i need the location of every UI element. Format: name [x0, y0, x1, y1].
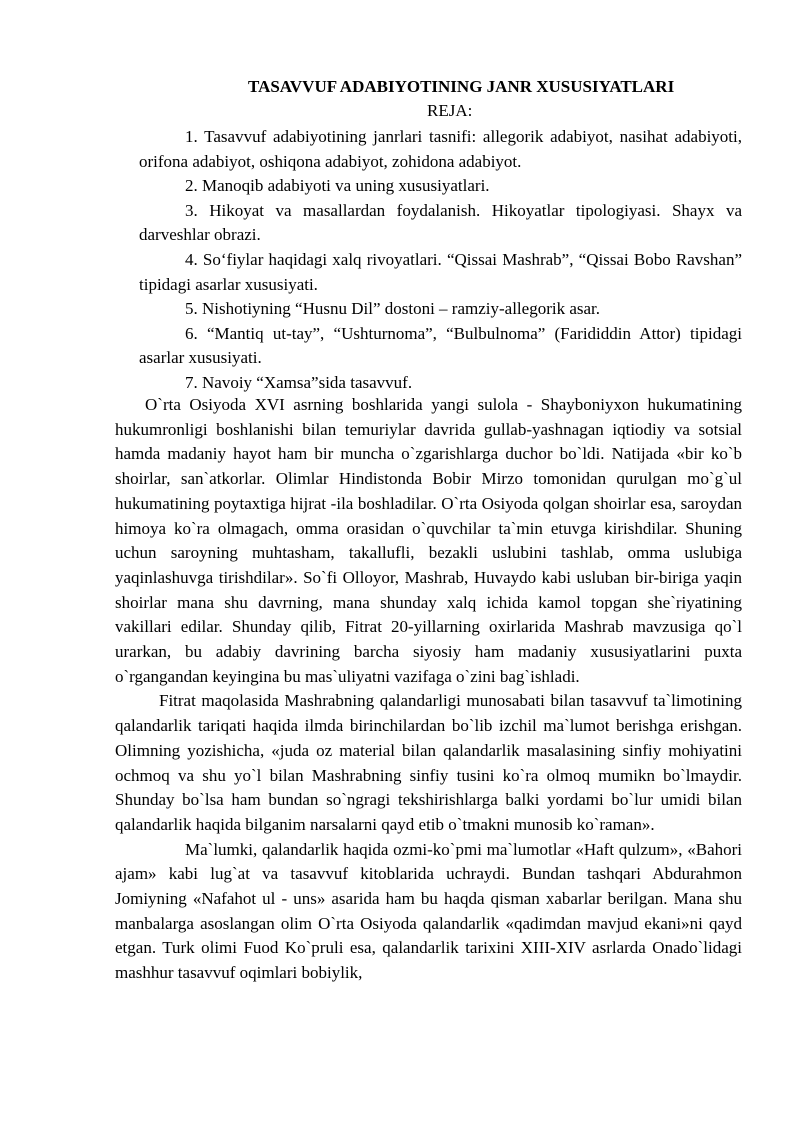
paragraph: Ma`lumki, qalandarlik haqida ozmi-ko`pmi ma`lumotlar «Haft qulzum», «Bahori ajam» kabi lug`at va tasavvuf kitoblarida uchraydi. Bundan tashqari Abdurahmon Jomiyning «Nafahot ul - uns» asarida ham bu haqda qisman xabarlar berilgan. Mana shu manbalarga asoslangan olim O`rta Osiyoda qalandarlik «qadimdan mavjud ekani»ni qayd etgan. Turk olimi Fuod Ko`pruli esa, qalandarlik tarixini XIII-XIV asrlarda Onado`lidagi mashhur tasavvuf oqimlari bobiylik, — [115, 839, 742, 983]
plan-item: 5. Nishotiyning “Husnu Dil” dostoni – ramziy-allegorik asar. — [185, 299, 601, 319]
plan-item: 1. Tasavvuf adabiyotining janrlari tasnifi: allegorik adabiyot, nasihat adabiyoti, orifona adabiyot, oshiqona adabiyot, zohidona adabiyot. — [139, 127, 742, 171]
plan-list — [139, 125, 742, 396]
paragraph: Fitrat maqolasida Mashrabning qalandarligi munosabati bilan tasavvuf ta`limotining qalandarlik tariqati haqida ilmda birinchilardan bo`lib izchil ma`lumot berishga erishgan. Olimning yozishicha, «juda oz material bilan qalandarlik masalasining sinfiy mohiyatini ochmoq va shu yo`l bilan Mashrabning sinfiy tusini ko`ra olmoq mumikn bo`lmaydir. Shunday bo`lsa ham bundan so`ngragi tekshirishlarga balki yordami bo`lur umidi bilan qalandarlik haqida bilganim narsalarni qayd etib o`tmakni munosib ko`raman». — [115, 691, 742, 834]
plan-item: 4. So‘fiylar haqidagi xalq rivoyatlari. “Qissai Mashrab”, “Qissai Bobo Ravshan” tipidagi asarlar xususiyati. — [139, 249, 742, 294]
plan-item: 2. Manoqib adabiyoti va uning xususiyatlari. — [185, 176, 490, 196]
plan-item: 3. Hikoyat va masallardan foydalanish. Hikoyatlar tipologiyasi. Shayx va darveshlar obrazi. — [139, 200, 742, 245]
plan-heading: REJA: — [427, 101, 473, 120]
body-text — [115, 393, 742, 986]
document-title: TASAVVUF ADABIYOTINING JANR XUSUSIYATLARI — [248, 77, 675, 96]
plan-item: 7. Navoiy “Xamsa”sida tasavvuf. — [185, 372, 413, 392]
paragraph: O`rta Osiyoda XVI asrning boshlarida yangi sulola - Shayboniyxon hukumatining hukumronligi boshlanishi bilan temuriylar davrida gullab-yashnagan iqtiodiy va sotsial hamda madaniy hayot ham bir muncha o`zgarishlarga duchor bo`ldi. Natijada «bir ko`b shoirlar, san`atkorlar. Olimlar Hindistonda Bobir Mirzo tomonidan qurulgan mo`g`ul hukumatining poytaxtiga hijrat -ila boshladilar. O`rta Osiyoda qolgan shoirlar esa, saroydan himoya ko`ra olmagach, omma orasidan o`quvchilar ta`min etuvga kirishdilar. Shuning uchun saroyning muhtasham, takallufli, bezakli uslubini tashlab, omma uslubiga yaqinlashuvga tirishdilar». So`fi Olloyor, Mashrab, Huvaydo kabi usluban bir-biriga yaqin shoirlar mana shu davrning, mana shunday xalq ichida kamol topgan she`riyatining vakillari edilar. Shunday qilib, Fitrat 20-yillarning oxirlarida Mashrab mavzusiga qo`l urarkan, bu adabiy davrining barcha siyosiy ham madaniy xususiyatlarini puxta o`rgangandan keyingina bu mas`uliyatni vazifaga o`zini bag`ishladi. — [115, 395, 742, 686]
plan-item: 6. “Mantiq ut-tay”, “Ushturnoma”, “Bulbulnoma” (Farididdin Attor) tipidagi asarlar xususiyati. — [139, 323, 742, 368]
